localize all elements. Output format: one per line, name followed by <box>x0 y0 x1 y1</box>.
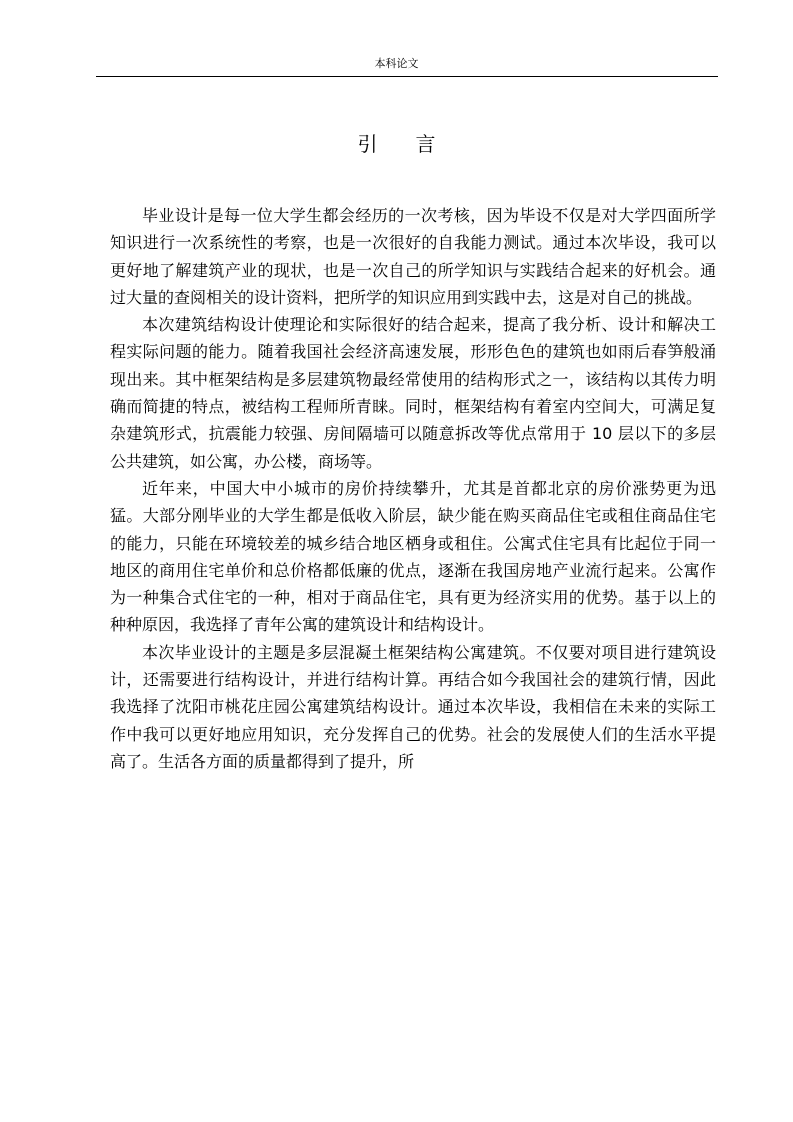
header-rule <box>96 76 718 77</box>
running-header: 本科论文 <box>374 57 419 70</box>
paragraph: 本次毕业设计的主题是多层混凝土框架结构公寓建筑。不仅要对项目进行建筑设计，还需要进行结构设计，并进行结构计算。再结合如今我国社会的建筑行情，因此我选择了沈阳市桃花庄园公寓建筑结构设计。通过本次毕设，我相信在未来的实际工作中我可以更好地应用知识，充分发挥自己的优势。社会的发展使人们的生活水平提高了。生活各方面的质量都得到了提升，所 <box>110 642 716 771</box>
body-text <box>110 202 716 775</box>
chapter-title: 引言 <box>357 132 474 156</box>
paragraph: 本次建筑结构设计使理论和实际很好的结合起来，提高了我分析、设计和解决工程实际问题的能力。随着我国社会经济高速发展，形形色色的建筑也如雨后春笋般涌现出来。其中框架结构是多层建筑物最经常使用的结构形式之一，该结构以其传力明确而简捷的特点，被结构工程师所青睐。同时，框架结构有着室内空间大，可满足复杂建筑形式，抗震能力较强、房间隔墙可以随意拆改等优点常用于 10 层以下的多层公共建筑，如公寓，办公楼，商场等。 <box>110 315 716 471</box>
paragraph: 毕业设计是每一位大学生都会经历的一次考核，因为毕设不仅是对大学四面所学知识进行一次系统性的考察，也是一次很好的自我能力测试。通过本次毕设，我可以更好地了解建筑产业的现状，也是一次自己的所学知识与实践结合起来的好机会。通过大量的查阅相关的设计资料，把所学的知识应用到实践中去，这是对自己的挑战。 <box>110 206 716 307</box>
paragraph: 近年来，中国大中小城市的房价持续攀升，尤其是首都北京的房价涨势更为迅猛。大部分刚毕业的大学生都是低收入阶层，缺少能在购买商品住宅或租住商品住宅的能力，只能在环境较差的城乡结合地区栖身或租住。公寓式住宅具有比起位于同一地区的商用住宅单价和总价格都低廉的优点，逐渐在我国房地产业流行起来。公寓作为一种集合式住宅的一种，相对于商品住宅，具有更为经济实用的优势。基于以上的种种原因，我选择了青年公寓的建筑设计和结构设计。 <box>110 478 716 635</box>
